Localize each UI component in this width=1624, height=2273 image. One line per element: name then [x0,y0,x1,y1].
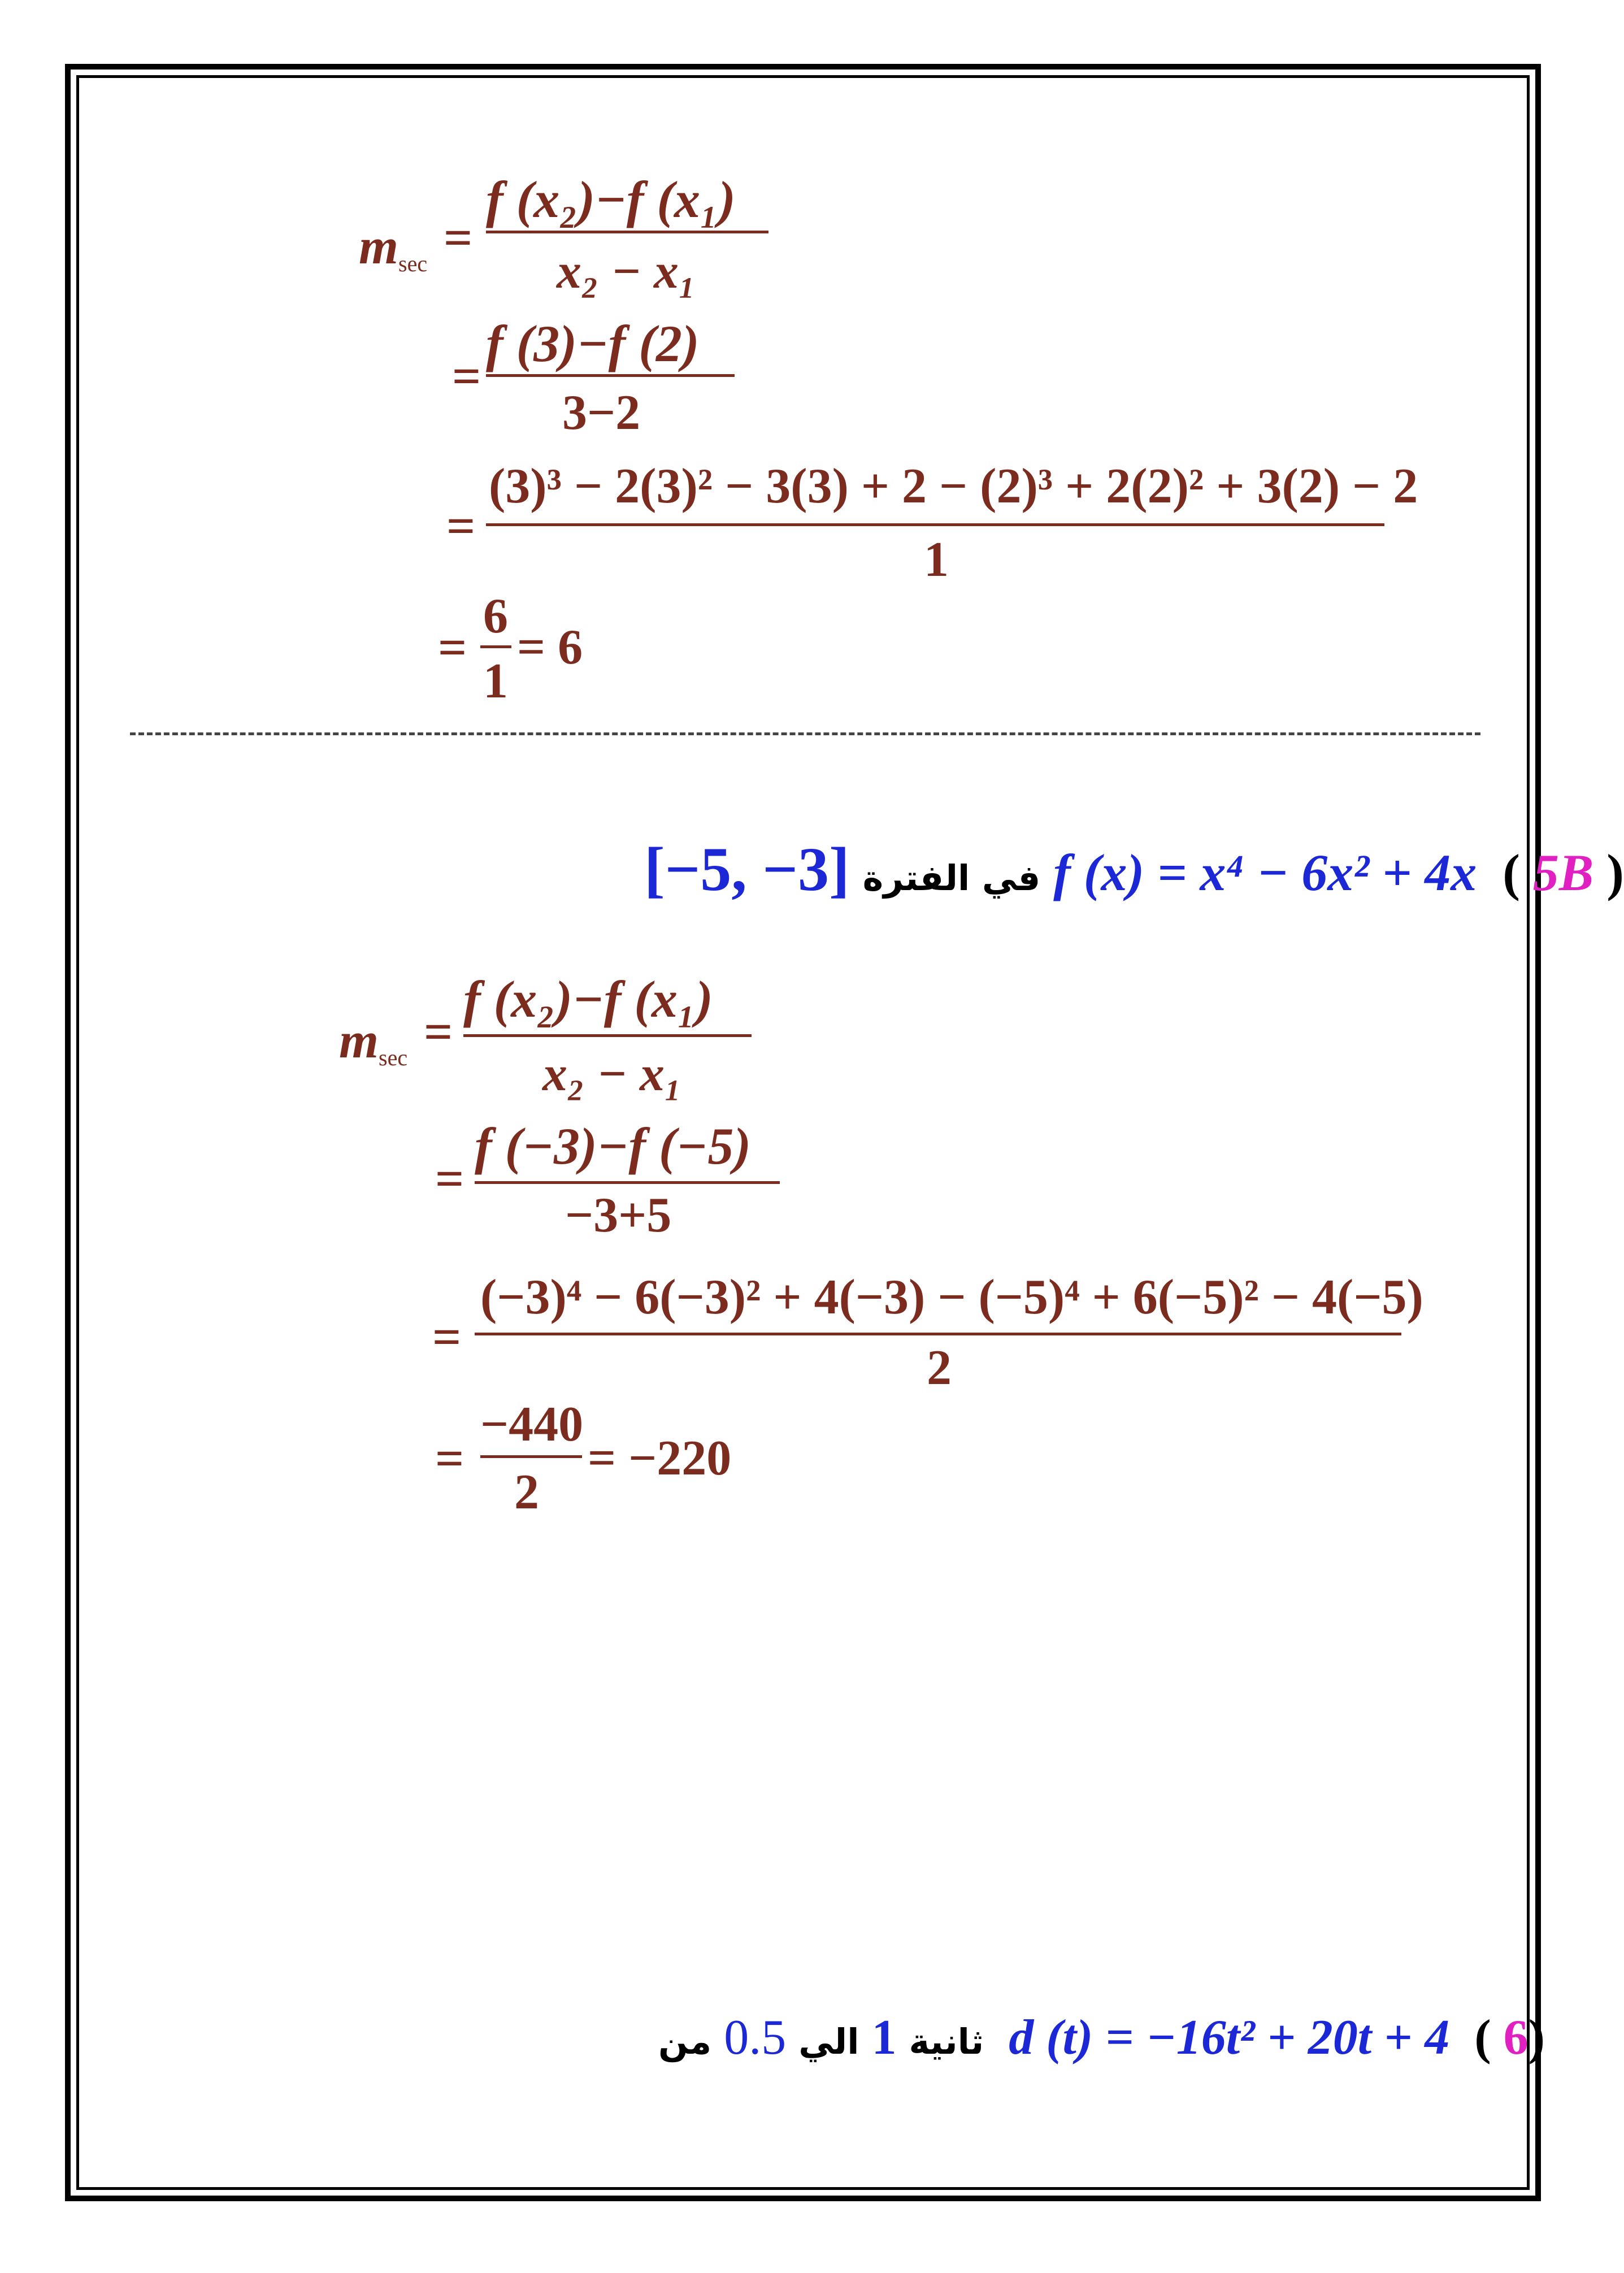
equals-sign: = [452,349,481,405]
m-sec-label: $m_{sec}$ [359,219,428,276]
result-value: = 6 [517,620,583,675]
to-value: 1 [871,2010,897,2065]
fraction-denominator: 1 [924,532,949,587]
function-definition: d (t) = −16t² + 20t + 4 [1009,2010,1450,2065]
arabic-from: من [658,2021,712,2062]
fraction-denominator: 2 [927,1341,952,1395]
fraction-denominator: 1 [483,654,508,709]
section-divider [130,732,1480,735]
equals-sign: = [446,498,476,554]
fraction-denominator: 2 [514,1465,539,1520]
fraction-numerator: f (x₂)−f (x₁) [463,970,713,1028]
fraction-bar [486,231,768,233]
page-border-inner [76,75,1530,2190]
fraction-numerator: (−3)⁴ − 6(−3)² + 4(−3) − (−5)⁴ + 6(−5)² − 4(−5) [480,1270,1423,1325]
fraction-bar [463,1034,752,1037]
arabic-seconds: ثانية [909,2021,984,2062]
fraction-denominator: 3−2 [562,385,641,440]
equals-sign: = [432,1309,462,1365]
equals-sign: = [435,1151,464,1207]
fraction-bar [486,523,1384,526]
result-value: = −220 [588,1431,732,1486]
fraction-numerator: f (x₂)−f (x₁) [486,171,736,228]
function-definition: f (x) = x⁴ − 6x² + 4x [1053,844,1477,901]
from-value: 0.5 [724,2010,787,2065]
equals-sign: = [424,1004,453,1060]
fraction-numerator: −440 [480,1397,584,1452]
fraction-numerator: f (3)−f (2) [486,315,700,372]
fraction-numerator: (3)³ − 2(3)² − 3(3) + 2 − (2)³ + 2(2)² + 3(2) − 2 [489,459,1418,514]
fraction-bar [480,1455,582,1458]
problem-number: 5B [1532,844,1594,901]
fraction-numerator: f (−3)−f (−5) [475,1117,752,1175]
fraction-bar [486,374,735,377]
problem-5b-heading: [−5, −3] في الفترة f (x) = x⁴ − 6x² + 4x ( 5B ) [644,835,1624,904]
fraction-bar [480,645,511,648]
fraction-denominator: x₂ − x₁ [542,1047,682,1101]
interval: [−5, −3] [644,835,850,904]
fraction-bar [475,1333,1401,1335]
arabic-to: الي [798,2021,859,2062]
m-sec-label: $m_{sec}$ [339,1013,408,1070]
problem-number: 6 [1503,2010,1529,2065]
fraction-bar [475,1181,780,1184]
fraction-denominator: x₂ − x₁ [557,244,696,299]
equals-sign: = [435,1431,464,1487]
equals-sign: = [438,620,467,676]
arabic-in-interval: في الفترة [862,857,1041,899]
equals-sign: = [444,210,473,266]
fraction-denominator: −3+5 [565,1188,672,1243]
problem-6-heading: ثانية 1 الي 0.5 من d (t) = −16t² + 20t + 4 ( 6) [658,2010,1545,2065]
fraction-numerator: 6 [483,589,508,644]
